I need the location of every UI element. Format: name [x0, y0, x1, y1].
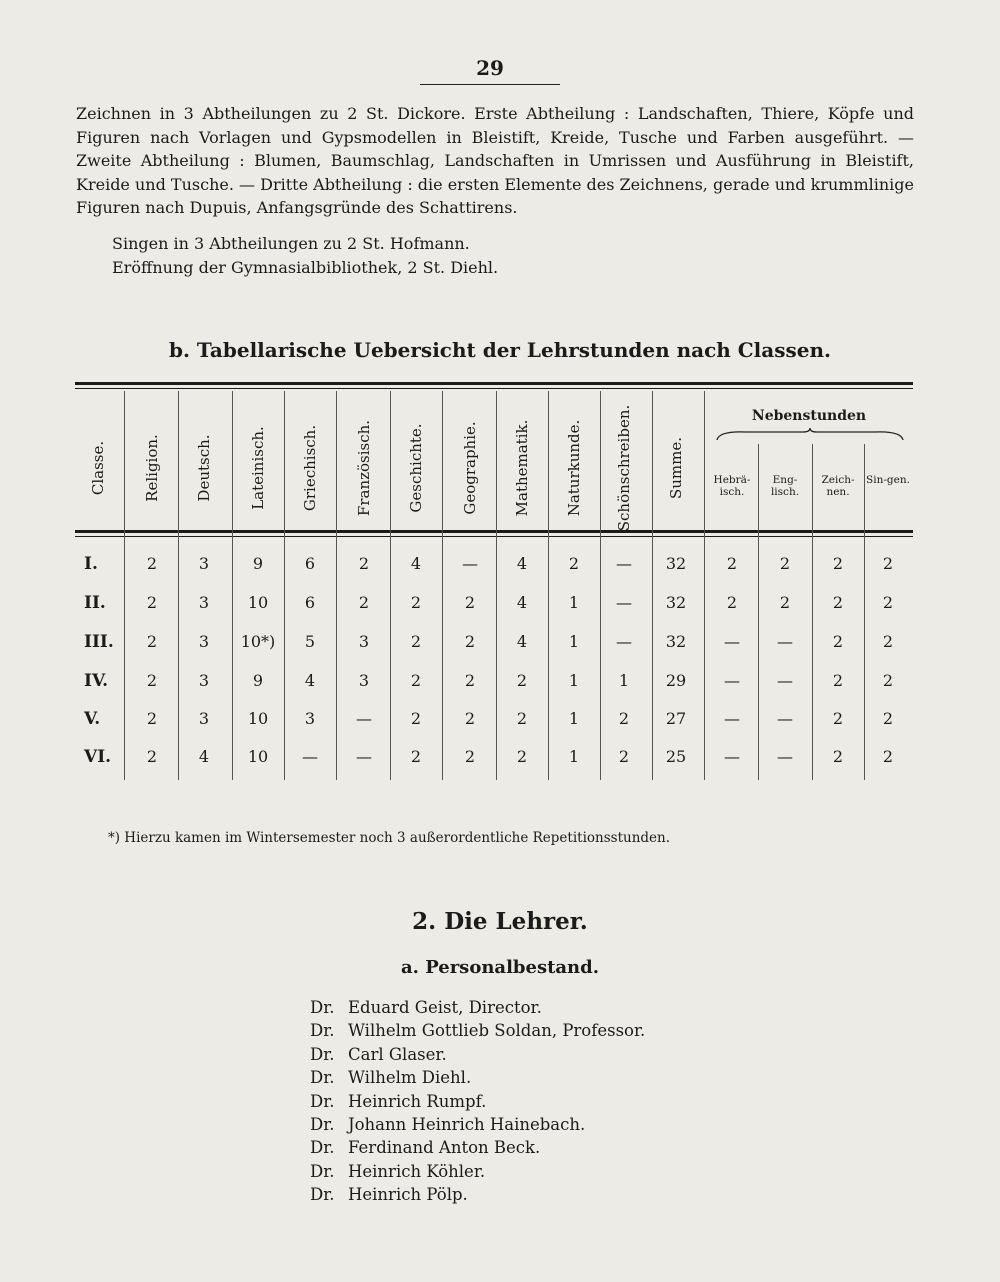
column-divider — [442, 391, 443, 780]
table-header-rule — [75, 530, 913, 533]
column-divider — [232, 391, 233, 780]
teacher-entry — [310, 1138, 540, 1157]
table-cell: 4 — [516, 632, 528, 651]
table-cell: 32 — [665, 554, 687, 573]
table-cell: 2 — [618, 709, 630, 728]
nebenstunden-column-header: Zeich-nen. — [821, 474, 855, 498]
table-cell: 4 — [516, 593, 528, 612]
table-cell: 2 — [146, 554, 158, 573]
teacher-name: Carl Glaser. — [348, 1044, 447, 1064]
nebenstunden-brace — [715, 428, 905, 442]
table-cell: 2 — [410, 747, 422, 766]
table-cell: 2 — [516, 671, 528, 690]
teacher-name: Wilhelm Diehl. — [348, 1068, 472, 1088]
table-cell: 3 — [304, 709, 316, 728]
singing-line: Singen in 3 Abtheilungen zu 2 St. Hofmann. — [112, 234, 470, 253]
table-cell: 1 — [568, 671, 580, 690]
table-cell: 32 — [665, 593, 687, 612]
teacher-title: Dr. — [310, 1138, 335, 1158]
table-cell: 2 — [146, 593, 158, 612]
table-cell: 2 — [146, 632, 158, 651]
table-cell: 10 — [247, 709, 269, 728]
table-cell: 25 — [665, 747, 687, 766]
teacher-title: Dr. — [310, 1068, 335, 1088]
teacher-title: Dr. — [310, 998, 335, 1017]
table-cell: 2 — [146, 671, 158, 690]
column-divider — [496, 391, 497, 780]
table-cell: 2 — [464, 593, 476, 612]
teacher-title: Dr. — [310, 1161, 335, 1181]
teacher-name: Heinrich Pölp. — [348, 1185, 468, 1205]
teacher-entry — [310, 1068, 471, 1087]
table-cell: 1 — [568, 632, 580, 651]
nebenstunden-column-header: Eng-lisch. — [770, 474, 800, 498]
table-cell: 3 — [198, 632, 210, 651]
teacher-entry — [310, 1045, 447, 1064]
table-cell: 10 — [247, 747, 269, 766]
table-cell: — — [356, 747, 372, 766]
column-header: Religion. — [143, 434, 161, 502]
table-cell: 6 — [304, 593, 316, 612]
nebenstunden-header: Nebenstunden — [751, 408, 867, 424]
table-cell: 10*) — [240, 632, 276, 651]
table-cell: 1 — [568, 747, 580, 766]
table-cell: — — [724, 671, 740, 690]
column-divider — [652, 391, 653, 780]
column-header: Lateinisch. — [249, 426, 267, 510]
table-cell: — — [777, 671, 793, 690]
page-number: 29 — [476, 56, 504, 80]
table-cell: 2 — [410, 671, 422, 690]
table-cell: 2 — [568, 554, 580, 573]
table-cell: 3 — [358, 671, 370, 690]
table-cell: 5 — [304, 632, 316, 651]
table-cell: 2 — [882, 632, 894, 651]
column-divider — [336, 391, 337, 780]
table-cell: — — [777, 709, 793, 728]
table-cell: 2 — [464, 747, 476, 766]
teacher-title: Dr. — [310, 1021, 335, 1041]
teacher-entry — [310, 1115, 585, 1134]
table-cell: 1 — [568, 709, 580, 728]
row-classe: II. — [84, 593, 106, 613]
table-cell: 2 — [832, 632, 844, 651]
teacher-name: Ferdinand Anton Beck. — [348, 1138, 541, 1158]
teacher-title: Dr. — [310, 1185, 335, 1205]
table-cell: 32 — [665, 632, 687, 651]
table-cell: — — [777, 632, 793, 651]
subsection-heading: a. Personalbestand. — [401, 957, 599, 978]
table-cell: 2 — [882, 709, 894, 728]
table-cell: 2 — [618, 747, 630, 766]
column-divider — [548, 391, 549, 780]
table-top-thin-rule — [75, 388, 913, 389]
column-header: Französisch. — [355, 419, 373, 517]
table-cell: 2 — [882, 671, 894, 690]
table-cell: — — [724, 709, 740, 728]
teacher-entry — [310, 1092, 486, 1111]
column-divider — [600, 391, 601, 780]
table-cell: 4 — [410, 554, 422, 573]
table-cell: 4 — [198, 747, 210, 766]
table-cell: 2 — [410, 593, 422, 612]
table-cell: 2 — [832, 671, 844, 690]
teacher-entry — [310, 1162, 485, 1181]
table-cell: 1 — [568, 593, 580, 612]
teacher-title: Dr. — [310, 1044, 335, 1064]
row-classe: IV. — [84, 671, 109, 691]
teacher-name: Eduard Geist, Director. — [348, 998, 542, 1017]
table-cell: 2 — [832, 593, 844, 612]
table-cell: 3 — [198, 554, 210, 573]
column-divider — [864, 444, 865, 780]
table-cell: — — [356, 709, 372, 728]
nebenstunden-column-header: Hebrä-isch. — [713, 474, 751, 498]
table-cell: 2 — [410, 709, 422, 728]
table-cell: 3 — [198, 671, 210, 690]
table-cell: 2 — [358, 554, 370, 573]
nebenstunden-column-header: Sin-gen. — [866, 474, 910, 486]
table-cell: 4 — [304, 671, 316, 690]
table-cell: 2 — [882, 747, 894, 766]
table-cell: — — [724, 632, 740, 651]
table-cell: — — [302, 747, 318, 766]
teacher-name: Heinrich Köhler. — [348, 1161, 486, 1181]
table-cell: 2 — [358, 593, 370, 612]
table-cell: 29 — [665, 671, 687, 690]
table-cell: — — [777, 747, 793, 766]
teacher-entry — [310, 1021, 645, 1040]
table-cell: 2 — [410, 632, 422, 651]
table-cell: — — [724, 747, 740, 766]
column-header: Summe. — [667, 436, 685, 500]
row-classe: III. — [84, 632, 114, 652]
table-cell: 2 — [832, 709, 844, 728]
table-cell: 9 — [252, 554, 264, 573]
column-divider — [704, 391, 705, 780]
table-cell: 2 — [146, 709, 158, 728]
teacher-name: Heinrich Rumpf. — [348, 1091, 487, 1111]
table-cell: 2 — [464, 671, 476, 690]
table-cell: 2 — [726, 554, 738, 573]
table-cell: 2 — [882, 554, 894, 573]
page-number-rule — [420, 84, 560, 85]
table-cell: 6 — [304, 554, 316, 573]
table-cell: 3 — [358, 632, 370, 651]
teacher-title: Dr. — [310, 1091, 335, 1111]
table-cell: 2 — [779, 593, 791, 612]
column-divider — [178, 391, 179, 780]
teacher-entry — [310, 998, 542, 1017]
row-classe: VI. — [84, 747, 112, 767]
teacher-title: Dr. — [310, 1115, 335, 1134]
table-cell: — — [616, 593, 632, 612]
column-header: Geographie. — [461, 421, 479, 515]
column-header: Classe. — [89, 440, 107, 496]
table-cell: 2 — [464, 709, 476, 728]
table-cell: 10 — [247, 593, 269, 612]
row-classe: I. — [84, 554, 98, 574]
table-cell: 27 — [665, 709, 687, 728]
table-cell: 2 — [516, 747, 528, 766]
table-cell: 2 — [726, 593, 738, 612]
column-header: Deutsch. — [195, 434, 213, 502]
table-cell: 1 — [618, 671, 630, 690]
table-title: b. Tabellarische Uebersicht der Lehrstunden nach Classen. — [169, 338, 831, 362]
teacher-name: Johann Heinrich Hainebach. — [348, 1115, 586, 1134]
table-cell: — — [616, 632, 632, 651]
column-header: Naturkunde. — [565, 419, 583, 517]
column-divider — [124, 391, 125, 780]
table-cell: 3 — [198, 593, 210, 612]
teacher-name: Wilhelm Gottlieb Soldan, Professor. — [348, 1021, 646, 1041]
column-divider — [284, 391, 285, 780]
drawing-paragraph: Zeichnen in 3 Abtheilungen zu 2 St. Dickore. Erste Abtheilung : Landschaften, Thiere, Köpfe und Figuren nach Vorlagen und Gypsmodellen in Bleistift, Kreide, Tusche und Farben ausgeführt. — Zweite Abtheilung : Blumen, Baumschlag, Landschaften in Umrissen und Ausführung in Bleistift, Kreide und Tusche. — Dritte Abtheilung : die ersten Elemente des Zeichnens, gerade und krummlinige Figuren nach Dupuis, Anfangsgründe des Schattirens. — [76, 104, 914, 217]
table-cell: 9 — [252, 671, 264, 690]
table-cell: — — [616, 554, 632, 573]
table-footnote: *) Hierzu kamen im Wintersemester noch 3 außerordentliche Repetitionsstunden. — [108, 830, 671, 846]
row-classe: V. — [84, 709, 101, 729]
table-top-rule — [75, 382, 913, 385]
table-cell: 2 — [832, 747, 844, 766]
section-heading: 2. Die Lehrer. — [412, 908, 588, 935]
table-header-thin-rule — [75, 536, 913, 537]
column-divider — [390, 391, 391, 780]
library-line: Eröffnung der Gymnasialbibliothek, 2 St. Diehl. — [112, 258, 499, 277]
column-header: Mathematik. — [513, 419, 531, 517]
column-header: Geschichte. — [407, 423, 425, 513]
table-cell: 3 — [198, 709, 210, 728]
table-cell: 2 — [779, 554, 791, 573]
table-cell: 2 — [516, 709, 528, 728]
column-header: Schönschreiben. — [615, 404, 633, 532]
table-cell: 2 — [146, 747, 158, 766]
table-cell: — — [462, 554, 478, 573]
table-cell: 4 — [516, 554, 528, 573]
column-header: Griechisch. — [301, 424, 319, 512]
teacher-entry — [310, 1185, 468, 1204]
table-cell: 2 — [464, 632, 476, 651]
table-cell: 2 — [882, 593, 894, 612]
table-cell: 2 — [832, 554, 844, 573]
